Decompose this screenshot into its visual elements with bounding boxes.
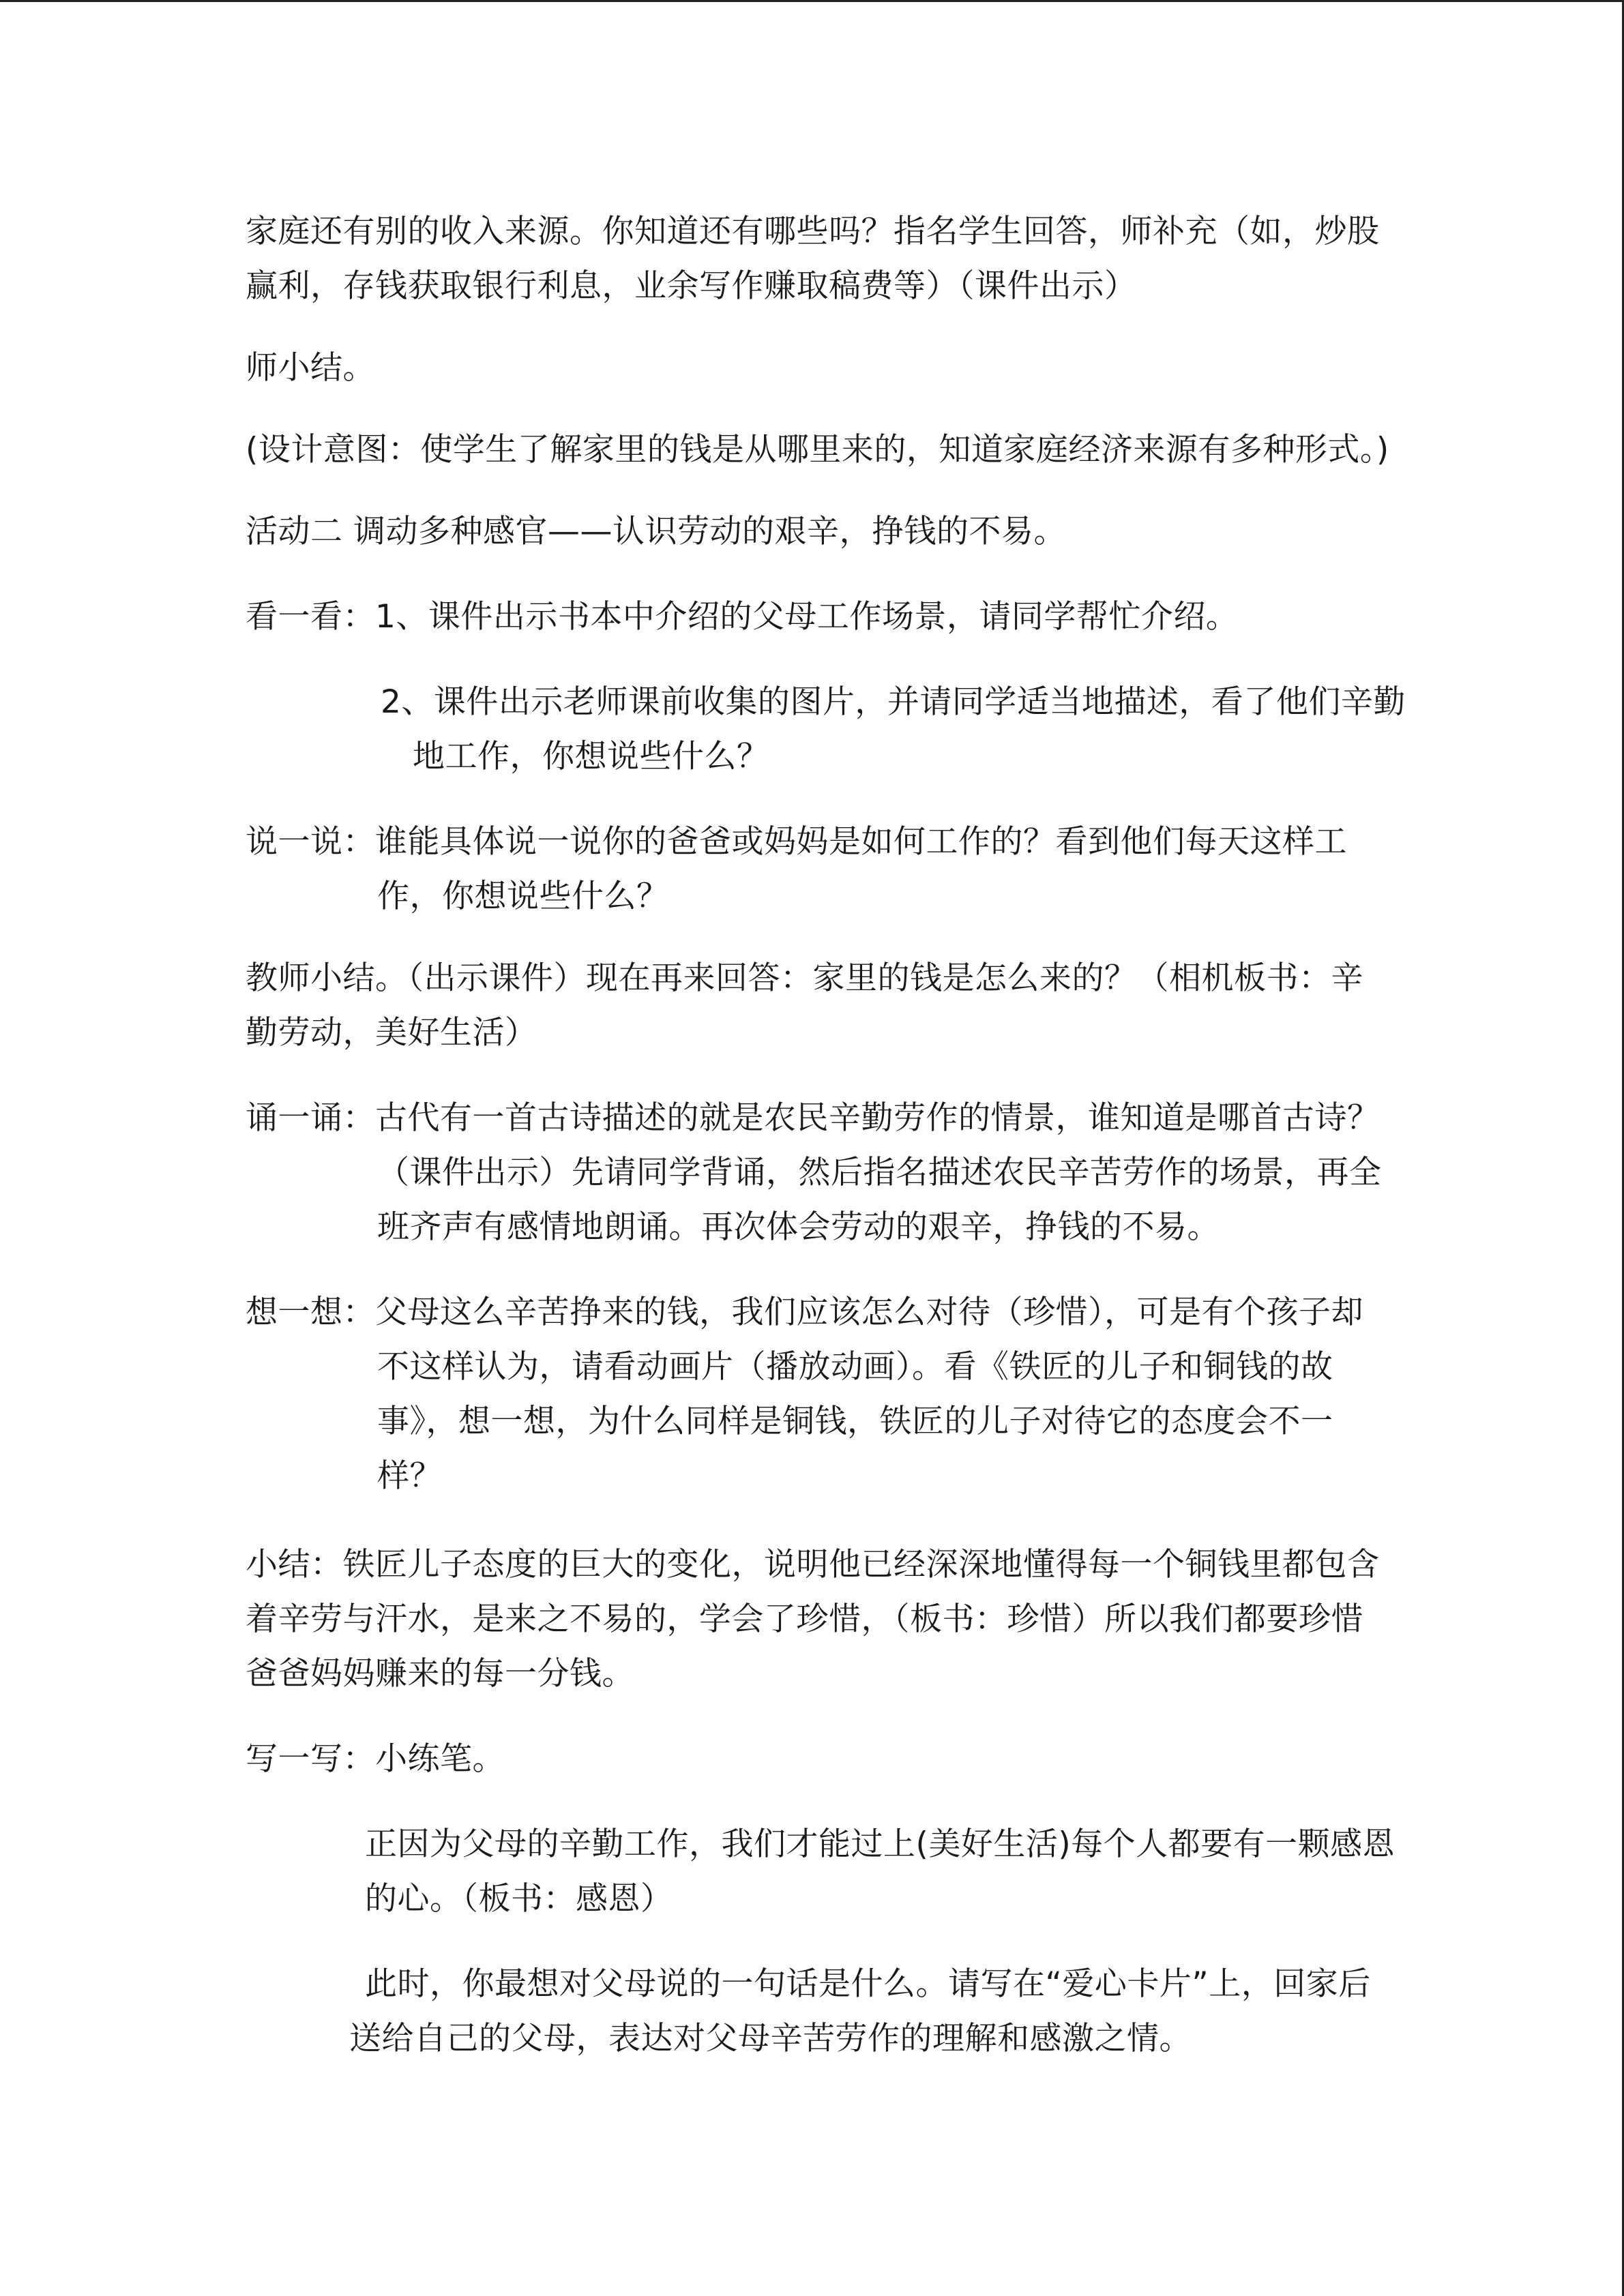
summary-section-line-3: 爸爸妈妈赚来的每一分钱。: [246, 1655, 634, 1693]
recite-section-line-1: 诵一诵：古代有一首古诗描述的就是农民辛勤劳作的情景，谁知道是哪首古诗？: [246, 1099, 1380, 1137]
paragraph-income-line-1: 家庭还有别的收入来源。你知道还有哪些吗？指名学生回答，师补充（如，炒股: [246, 213, 1380, 250]
design-intent-note: (设计意图：使学生了解家里的钱是从哪里来的，知道家庭经济来源有多种形式。): [246, 431, 1389, 468]
recite-section-line-3: 班齐声有感情地朗诵。再次体会劳动的艰辛，挣钱的不易。: [377, 1208, 1220, 1246]
say-section-line-2: 作，你想说些什么？: [377, 878, 669, 915]
write-paragraph-2-line-2: 送给自己的父母，表达对父母辛苦劳作的理解和感激之情。: [349, 2020, 1192, 2057]
think-section-line-4: 样？: [377, 1457, 442, 1495]
write-paragraph-1-line-2: 的心。（板书：感恩）: [365, 1880, 673, 1918]
write-section-heading: 写一写：小练笔。: [246, 1740, 505, 1778]
paragraph-income-line-2: 赢利，存钱获取银行利息，业余写作赚取稿费等）（课件出示）: [246, 267, 1137, 305]
think-section-line-3: 事》，想一想，为什么同样是铜钱，铁匠的儿子对待它的态度会不一: [377, 1403, 1333, 1440]
say-section-line-1: 说一说：谁能具体说一说你的爸爸或妈妈是如何工作的？看到他们每天这样工: [246, 823, 1347, 861]
write-paragraph-2-line-1: 此时，你最想对父母说的一句话是什么。请写在“爱心卡片”上，回家后: [365, 1965, 1371, 2003]
activity-two-heading: 活动二 调动多种感官——认识劳动的艰辛，挣钱的不易。: [246, 513, 1066, 550]
recite-section-line-2: （课件出示）先请同学背诵，然后指名描述农民辛苦劳作的场景，再全: [377, 1154, 1382, 1191]
look-item-2-line-2: 地工作，你想说些什么？: [413, 738, 769, 775]
teacher-summary-2-line-2: 勤劳动，美好生活）: [246, 1014, 537, 1052]
summary-section-line-1: 小结：铁匠儿子态度的巨大的变化，说明他已经深深地懂得每一个铜钱里都包含: [246, 1546, 1380, 1583]
teacher-summary-2-line-1: 教师小结。（出示课件）现在再来回答：家里的钱是怎么来的？（相机板书：辛: [246, 959, 1363, 997]
summary-section-line-2: 着辛劳与汗水，是来之不易的，学会了珍惜，（板书：珍惜）所以我们都要珍惜: [246, 1600, 1363, 1638]
look-item-1: 看一看：1、课件出示书本中介绍的父母工作场景，请同学帮忙介绍。: [246, 598, 1239, 636]
think-section-line-2: 不这样认为，请看动画片（播放动画）。看《铁匠的儿子和铜钱的故: [377, 1348, 1333, 1386]
teacher-summary-1: 师小结。: [246, 349, 375, 387]
look-item-2-line-1: 2、课件出示老师课前收集的图片，并请同学适当地描述，看了他们辛勤: [381, 683, 1406, 721]
write-paragraph-1-line-1: 正因为父母的辛勤工作，我们才能过上(美好生活)每个人都要有一颗感恩: [365, 1825, 1396, 1863]
think-section-line-1: 想一想：父母这么辛苦挣来的钱，我们应该怎么对待（珍惜），可是有个孩子却: [246, 1294, 1363, 1331]
